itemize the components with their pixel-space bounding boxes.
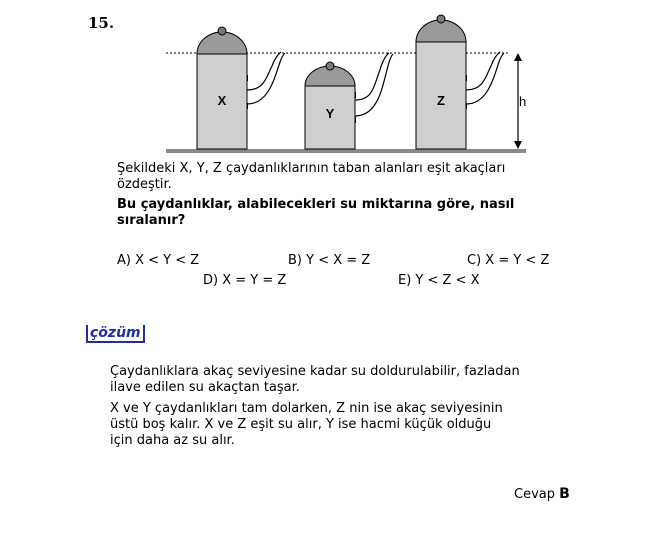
question-stem-line-1: Şekildeki X, Y, Z çaydanlıklarının taban alanları eşit akaçları bbox=[117, 161, 506, 176]
solution-para1-line-1: Çaydanlıklara akaç seviyesine kadar su doldurulabilir, fazladan bbox=[110, 364, 520, 379]
teapot-x-spout bbox=[247, 52, 285, 104]
question-prompt-line-1: Bu çaydanlıklar, alabilecekleri su miktarına göre, nasıl bbox=[117, 197, 515, 212]
teapot-x-knob bbox=[218, 27, 226, 35]
question-prompt-line-2: sıralanır? bbox=[117, 213, 186, 228]
teapot-z bbox=[416, 15, 504, 149]
teapot-y bbox=[305, 53, 393, 149]
answer-label: Cevap bbox=[514, 487, 555, 502]
teapot-x bbox=[197, 27, 285, 149]
option-a: A) X < Y < Z bbox=[117, 253, 200, 268]
option-b: B) Y < X = Z bbox=[288, 253, 371, 268]
question-stem-line-2: özdeştir. bbox=[117, 177, 172, 192]
solution-header bbox=[86, 322, 145, 341]
teapot-z-spout bbox=[466, 52, 504, 104]
teapot-z-label: Z bbox=[437, 93, 445, 108]
teapot-z-knob bbox=[437, 15, 445, 23]
answer-letter: B bbox=[559, 486, 570, 502]
height-label: h bbox=[519, 94, 527, 109]
solution-para2-line-3: için daha az su alır. bbox=[110, 433, 235, 448]
solution-para2-line-2: üstü boş kalır. X ve Z eşit su alır, Y ise hacmi küçük olduğu bbox=[110, 417, 492, 432]
option-c: C) X = Y < Z bbox=[467, 253, 550, 268]
teapot-y-label: Y bbox=[325, 106, 335, 121]
answer bbox=[514, 486, 570, 503]
option-d: D) X = Y = Z bbox=[203, 273, 287, 288]
teapot-y-spout bbox=[355, 53, 393, 116]
teapot-y-knob bbox=[326, 62, 334, 70]
solution-label: çözüm bbox=[86, 325, 145, 343]
option-e: E) Y < Z < X bbox=[398, 273, 480, 288]
teapot-x-label: X bbox=[217, 93, 227, 108]
teapots-figure bbox=[160, 10, 532, 158]
solution-para2-line-1: X ve Y çaydanlıkları tam dolarken, Z nin ise akaç seviyesinin bbox=[110, 401, 503, 416]
ground bbox=[166, 149, 526, 153]
solution-para1-line-2: ilave edilen su akaçtan taşar. bbox=[110, 380, 300, 395]
question-number: 15. bbox=[88, 14, 115, 32]
